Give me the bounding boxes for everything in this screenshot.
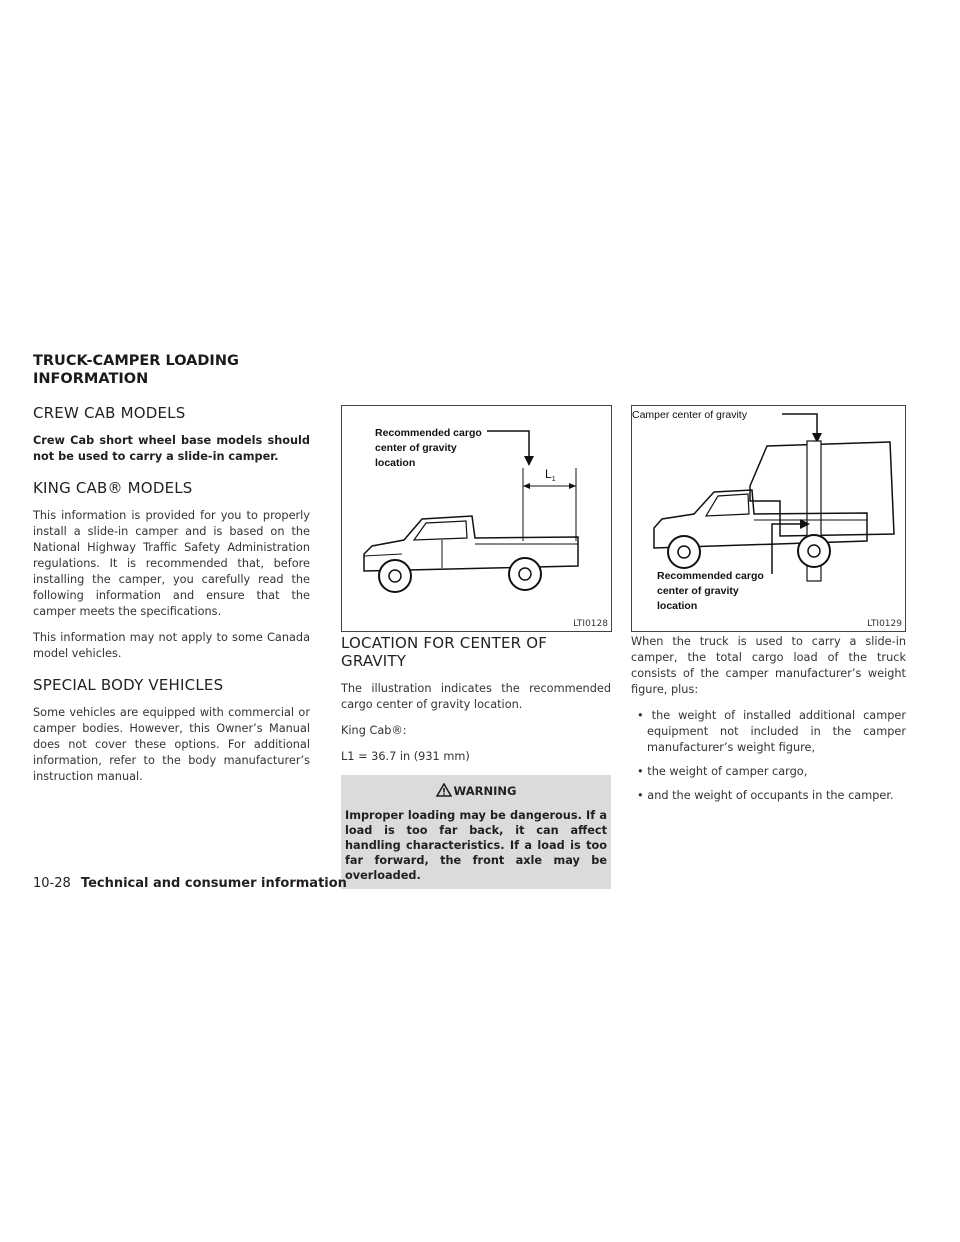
list-item: • the weight of camper cargo, (631, 764, 906, 780)
pickup-truck-illustration (342, 406, 611, 631)
column-left (33, 404, 310, 795)
crew-cab-heading: CREW CAB MODELS (33, 404, 186, 422)
location-paragraph-3: L1 = 36.7 in (931 mm) (341, 750, 470, 763)
section-title (33, 352, 333, 388)
figure-cargo-center-of-gravity (341, 405, 612, 632)
warning-header (345, 783, 607, 798)
svg-text:L1 (545, 467, 556, 483)
fig1-dimension-label: L (545, 467, 552, 481)
fig2-label-line1: Recommended cargo (657, 570, 764, 582)
page-number: 10-28 (33, 876, 71, 891)
location-paragraph-1: The illustration indicates the recommended cargo center of gravity location. (341, 682, 611, 711)
warning-box (341, 775, 611, 889)
fig2-label-line2: center of gravity (657, 585, 739, 597)
truck-camper-illustration (632, 406, 905, 631)
warning-text: Improper loading may be dangerous. If a load is too far back, it can affect handling characteristics. If a load is too far forward, the front axle may be overloaded. (345, 809, 607, 882)
king-cab-heading: KING CAB® MODELS (33, 479, 193, 497)
camper-load-list (631, 708, 906, 804)
list-item: • and the weight of occupants in the camper. (631, 788, 906, 804)
location-paragraph-2: King Cab®: (341, 724, 407, 737)
column-right (631, 634, 906, 812)
fig2-top-label: Camper center of gravity (632, 409, 747, 421)
king-cab-paragraph-2: This information may not apply to some Canada model vehicles. (33, 631, 310, 660)
fig1-label-line1: Recommended cargo (375, 427, 482, 439)
fig1-label-line2: center of gravity (375, 442, 457, 454)
special-body-heading: SPECIAL BODY VEHICLES (33, 676, 224, 694)
crew-cab-text: Crew Cab short wheel base models should not be used to carry a slide-in camper. (33, 434, 310, 463)
column-middle (341, 634, 611, 889)
fig1-dimension-sub: 1 (551, 476, 556, 483)
figure-camper-center-of-gravity (631, 405, 906, 632)
camper-load-intro: When the truck is used to carry a slide-in camper, the total cargo load of the truck consists of the camper manufacturer’s weight figure, plus: (631, 635, 906, 696)
fig1-label-line3: location (375, 457, 416, 469)
king-cab-paragraph-1: This information is provided for you to properly install a slide-in camper and is based on the National Highway Traffic Safety Administration regulations. It is recommended that, before installing the camper, you carefully read the following information and ensure that the camper meets the specifications. (33, 509, 310, 618)
chapter-title: Technical and consumer information (80, 876, 347, 891)
warning-icon (436, 783, 452, 797)
warning-title: WARNING (453, 784, 517, 798)
special-body-text: Some vehicles are equipped with commercial or camper bodies. However, this Owner’s Manual does not cover these options. For additional information, refer to the body manufacturer’s instruction manual. (33, 706, 310, 783)
page-footer (33, 876, 347, 891)
fig1-code: LTI0128 (573, 619, 608, 629)
fig2-label-line3: location (657, 600, 698, 612)
list-item: • the weight of installed additional camper equipment not included in the camper manufacturer’s weight figure, (631, 708, 906, 756)
section-title-line2: INFORMATION (33, 371, 149, 387)
location-heading: LOCATION FOR CENTER OF GRAVITY (341, 634, 548, 670)
fig2-code: LTI0129 (867, 619, 902, 629)
section-title-line1: TRUCK-CAMPER LOADING (33, 353, 239, 369)
